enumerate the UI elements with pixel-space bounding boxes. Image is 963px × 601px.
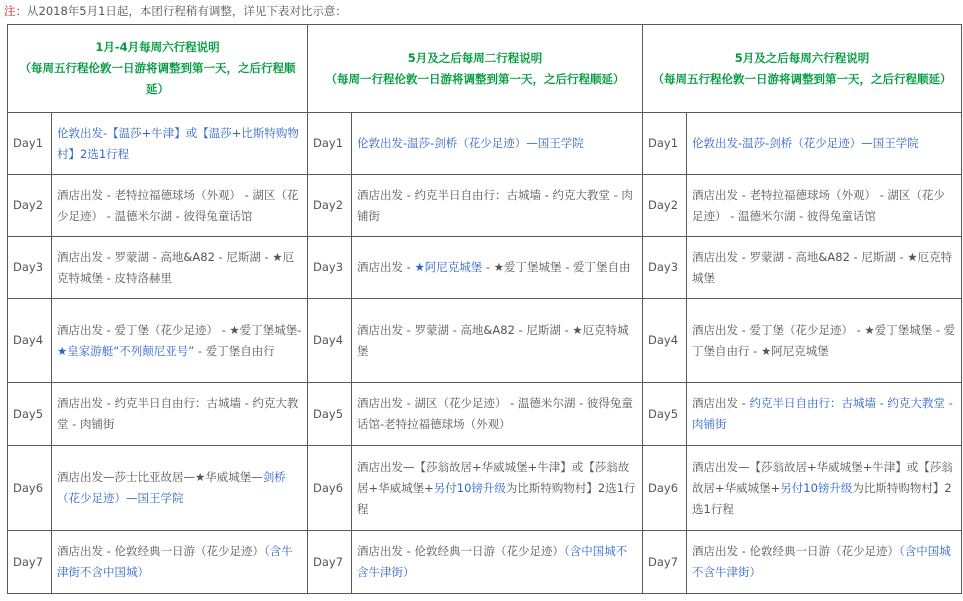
note-label: 注：	[4, 4, 27, 18]
itinerary-cell	[352, 175, 643, 237]
column-header-may-tue	[308, 25, 643, 113]
itinerary-cell	[52, 299, 308, 383]
itinerary-cell	[352, 531, 643, 594]
cell-text: 酒店出发—【莎翁故居+华威城堡+牛津】或【莎翁故居+华威城堡+	[692, 459, 953, 495]
itinerary-cell	[52, 446, 308, 531]
cell-text: 酒店出发 - 罗蒙湖 - 高地&A82 - 尼斯湖 - ★厄克特城堡	[692, 249, 953, 285]
day-label: Day3	[308, 237, 352, 299]
day-label: Day4	[643, 299, 687, 383]
day-label: Day1	[8, 113, 52, 175]
day-label: Day7	[8, 531, 52, 594]
day-label: Day5	[8, 383, 52, 446]
itinerary-cell	[352, 299, 643, 383]
day-label: Day3	[8, 237, 52, 299]
itinerary-cell	[52, 237, 308, 299]
day-label: Day4	[308, 299, 352, 383]
cell-text: 酒店出发 - 爱丁堡（花少足迹） - ★爱丁堡城堡-	[57, 322, 302, 337]
cell-text: 酒店出发 - 伦敦经典一日游（花少足迹）	[692, 544, 899, 558]
highlighted-text: 剑桥（花少足迹）—国王学院	[57, 470, 286, 505]
day-label: Day6	[8, 446, 52, 531]
table-row	[8, 113, 962, 175]
cell-text: 酒店出发 - 约克半日自由行：古城墙 - 约克大教堂 - 肉铺街	[57, 396, 299, 431]
itinerary-cell	[687, 446, 962, 531]
highlighted-text: 伦敦出发-【温莎+牛津】或【温莎+比斯特购物村】2选1行程	[57, 125, 299, 161]
cell-text: 酒店出发 - 罗蒙湖 - 高地&A82 - 尼斯湖 - ★厄克特城堡 - 皮特洛赫里	[57, 249, 295, 285]
highlighted-text: 伦敦出发-温莎-剑桥（花少足迹）—国王学院	[692, 136, 919, 150]
itinerary-cell	[52, 175, 308, 237]
itinerary-cell	[687, 113, 962, 175]
cell-text: 酒店出发 -	[692, 396, 750, 410]
schedule-change-note	[4, 2, 347, 20]
cell-text: - 爱丁堡自由行	[194, 343, 275, 358]
cell-text: 酒店出发—莎士比亚故居—★华威城堡—	[57, 470, 263, 484]
day-label: Day7	[308, 531, 352, 594]
cell-text: - ★爱丁堡城堡 - 爱丁堡自由	[482, 260, 631, 274]
highlighted-text: （含牛津街不含中国城）	[57, 544, 293, 579]
column-title: 5月及之后每周二行程说明	[407, 50, 543, 65]
cell-text: 为比斯特购物村】2选1行程	[357, 480, 636, 516]
highlighted-text: ★阿尼克城堡	[414, 260, 483, 274]
table-row	[8, 299, 962, 383]
cell-text: 酒店出发 - 老特拉福德球场（外观） - 湖区（花少足迹） - 温德米尔湖 - 彼得兔童话馆	[57, 187, 299, 223]
table-row	[8, 446, 962, 531]
itinerary-cell	[52, 531, 308, 594]
day-label: Day3	[643, 237, 687, 299]
day-label: Day7	[643, 531, 687, 594]
table-row	[8, 175, 962, 237]
cell-text: 酒店出发 - 老特拉福德球场（外观） - 湖区（花少足迹） - 温德米尔湖 - 彼得兔童话馆	[692, 187, 945, 223]
itinerary-body	[8, 113, 962, 594]
cell-text: 酒店出发 - 约克半日自由行：古城墙 - 约克大教堂 - 肉铺街	[357, 187, 633, 223]
day-label: Day5	[308, 383, 352, 446]
cell-text: 酒店出发 - 湖区（花少足迹） - 温德米尔湖 - 彼得兔童话馆-老特拉福德球场（外观）	[357, 396, 633, 431]
itinerary-cell	[687, 531, 962, 594]
itinerary-cell	[687, 237, 962, 299]
table-row	[8, 531, 962, 594]
itinerary-cell	[352, 383, 643, 446]
note-text: 从2018年5月1日起，本团行程稍有调整，详见下表对比示意：	[27, 4, 347, 18]
highlighted-text: 另付10镑升级	[780, 480, 853, 495]
cell-text: 酒店出发 - 爱丁堡（花少足迹） - ★爱丁堡城堡 - 爱丁堡自由行 - ★阿尼克城堡	[692, 322, 956, 358]
day-label: Day2	[8, 175, 52, 237]
day-label: Day1	[308, 113, 352, 175]
highlighted-text: 伦敦出发-温莎-剑桥（花少足迹）—国王学院	[357, 136, 584, 150]
table-row	[8, 383, 962, 446]
itinerary-cell	[687, 383, 962, 446]
highlighted-text: （含中国城不含牛津街）	[692, 544, 951, 579]
highlighted-text: （含中国城不含牛津街）	[357, 544, 628, 579]
column-title: 5月及之后每周六行程说明	[734, 50, 870, 65]
column-subtitle: （每周五行程伦敦一日游将调整到第一天，之后行程顺延）	[19, 61, 296, 96]
cell-text: 酒店出发 - 罗蒙湖 - 高地&A82 - 尼斯湖 - ★厄克特城堡	[357, 322, 629, 358]
cell-text: 为比斯特购物村】2选1行程	[692, 480, 952, 516]
itinerary-cell	[352, 446, 643, 531]
itinerary-cell	[52, 383, 308, 446]
day-label: Day2	[308, 175, 352, 237]
cell-text: 酒店出发 - 伦敦经典一日游（花少足迹）	[357, 544, 564, 558]
table-row	[8, 237, 962, 299]
column-subtitle: （每周五行程伦敦一日游将调整到第一天，之后行程顺延）	[652, 71, 952, 86]
column-header-may-sat	[643, 25, 962, 113]
table-header-row	[8, 25, 962, 113]
highlighted-text: 另付10镑升级	[433, 480, 506, 495]
itinerary-cell	[352, 237, 643, 299]
itinerary-comparison-table	[7, 24, 962, 594]
cell-text: 酒店出发—【莎翁故居+华威城堡+牛津】或【莎翁故居+华威城堡+	[357, 459, 630, 495]
column-header-jan-apr-sat	[8, 25, 308, 113]
day-label: Day4	[8, 299, 52, 383]
highlighted-text: ★皇家游艇“不列颠尼亚号”	[57, 343, 195, 358]
day-label: Day2	[643, 175, 687, 237]
day-label: Day6	[643, 446, 687, 531]
day-label: Day5	[643, 383, 687, 446]
day-label: Day6	[308, 446, 352, 531]
itinerary-cell	[352, 113, 643, 175]
itinerary-cell	[52, 113, 308, 175]
day-label: Day1	[643, 113, 687, 175]
cell-text: 酒店出发 - 伦敦经典一日游（花少足迹）	[57, 544, 264, 558]
itinerary-cell	[687, 299, 962, 383]
column-subtitle: （每周一行程伦敦一日游将调整到第一天，之后行程顺延）	[325, 71, 625, 86]
highlighted-text: 约克半日自由行：古城墙 - 约克大教堂 - 肉铺街	[692, 396, 953, 431]
column-title: 1月-4月每周六行程说明	[95, 40, 220, 54]
itinerary-cell	[687, 175, 962, 237]
cell-text: 酒店出发 -	[357, 260, 415, 274]
